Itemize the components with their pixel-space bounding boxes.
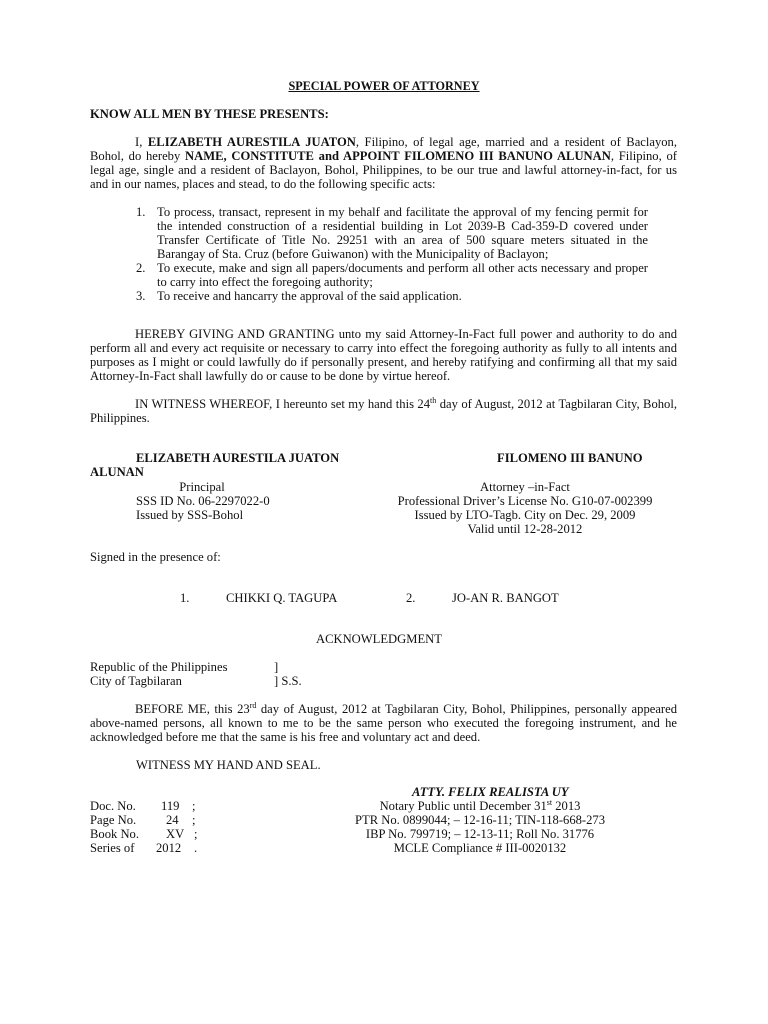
list-number: 1. — [136, 205, 146, 219]
intro-paragraph — [90, 135, 677, 191]
registry-page-value: 24 — [166, 813, 179, 827]
list-number: 3. — [136, 289, 146, 303]
attorney-name-line2: ALUNAN — [90, 465, 144, 479]
notary-mcle: MCLE Compliance # III-0020132 — [393, 841, 567, 855]
notary-until-text: Notary Public until December 31 — [379, 799, 547, 813]
witness-hand-seal: WITNESS MY HAND AND SEAL. — [136, 758, 321, 772]
registry-series-label: Series of — [90, 841, 135, 855]
registry-book-value: XV — [166, 827, 185, 841]
document-title: SPECIAL POWER OF ATTORNEY — [288, 79, 480, 93]
attorney-name-line1: FILOMENO III BANUNO — [497, 451, 643, 465]
granting-paragraph: HEREBY GIVING AND GRANTING unto my said Attorney-In-Fact full power and authority to do and perform all and every act requisite or necessary to carry into effect the foregoing authority as fully to all intents and purposes as I might or could lawfully do if personally present, and hereby ratifying and confirming all that my said Attorney-In-Fact shall lawfully do or cause to be done by virtue hereof. — [90, 327, 677, 383]
registry-page-end: ; — [192, 813, 196, 827]
registry-doc-end: ; — [192, 799, 196, 813]
registry-series-value: 2012 — [156, 841, 182, 855]
venue-line-2: City of Tagbilaran — [90, 674, 182, 688]
witness-text-2: day of August, 2012 at Tagbilaran City, Bohol, Philippines. — [90, 397, 677, 425]
acts-list — [136, 205, 648, 303]
list-text: To receive and hancarry the approval of the said application. — [157, 289, 462, 303]
before-me-paragraph — [90, 702, 677, 744]
principal-name: ELIZABETH AURESTILA JUATON — [136, 451, 340, 465]
list-item — [136, 261, 648, 289]
witness-text-1: IN WITNESS WHEREOF, I hereunto set my hand this 24 — [135, 397, 431, 411]
list-text: To execute, make and sign all papers/documents and perform all other acts necessary and proper to carry into effect the foregoing authority; — [157, 261, 648, 289]
before-me-text-1: BEFORE ME, this 23 — [135, 702, 250, 716]
registry-doc-label: Doc. No. — [90, 799, 136, 813]
attorney-role: Attorney –in-Fact — [480, 480, 570, 494]
registry-book-label: Book No. — [90, 827, 139, 841]
principal-issued: Issued by SSS-Bohol — [136, 508, 244, 522]
witness-name-1: CHIKKI Q. TAGUPA — [226, 591, 338, 605]
signed-presence: Signed in the presence of: — [90, 550, 221, 564]
registry-series-end: . — [194, 841, 198, 855]
acknowledgment-heading: ACKNOWLEDGMENT — [316, 632, 442, 646]
notary-until-year: 2013 — [552, 799, 581, 813]
notary-ibp: IBP No. 799719; – 12-13-11; Roll No. 31776 — [365, 827, 595, 841]
notary-until-sup: st — [546, 797, 553, 807]
notary-ptr: PTR No. 0899044; – 12-16-11; TIN-118-668-273 — [355, 813, 605, 827]
witness-sup: th — [430, 395, 437, 405]
witness-name-2: JO-AN R. BANGOT — [452, 591, 559, 605]
principal-id: SSS ID No. 06-2297022-0 — [136, 494, 270, 508]
list-item — [136, 289, 648, 303]
venue-bracket-2: ] S.S. — [274, 674, 302, 688]
list-number: 2. — [136, 261, 146, 275]
before-me-sup: rd — [249, 700, 257, 710]
registry-book-end: ; — [194, 827, 198, 841]
registry-doc-value: 119 — [161, 799, 180, 813]
registry-page-label: Page No. — [90, 813, 137, 827]
list-item — [136, 205, 648, 261]
intro-text-3: , Filipino, of legal age, single and a resident of Baclayon, Bohol, Philippines, to be our true and lawful attorney-in-fact, for us and in our names, places and stead, to do the following specific acts: — [90, 149, 677, 191]
notary-until — [330, 799, 630, 813]
intro-text-2: , Filipino, of legal age, married and a resident of Baclayon, Bohol, do hereby — [90, 135, 678, 163]
venue-line-1: Republic of the Philippines — [90, 660, 228, 674]
witness-number-2: 2. — [406, 591, 416, 605]
attorney-license: Professional Driver’s License No. G10-07-002399 — [397, 494, 653, 508]
principal-role: Principal — [179, 480, 225, 494]
intro-text-1: I, — [135, 135, 148, 149]
appoint-phrase: NAME, CONSTITUTE and APPOINT FILOMENO III BANUNO ALUNAN — [185, 149, 611, 163]
list-text: To process, transact, represent in my behalf and facilitate the approval of my fencing permit for the intended construction of a residential building in Lot 2039-B Cad-359-D covered under Transfer Certificate of Title No. 29251 with an area of 500 square meters situated in the Barangay of Sta. Cruz (before Guiwanon) with the Municipality of Baclayon; — [157, 205, 648, 261]
know-all-heading: KNOW ALL MEN BY THESE PRESENTS: — [90, 107, 329, 121]
venue-bracket-1: ] — [274, 660, 279, 674]
before-me-text-2: day of August, 2012 at Tagbilaran City, Bohol, Philippines, personally appeared above-named persons, all known to me to be the same person who executed the foregoing instrument, and he acknowledged before me that the same is his free and voluntary act and deed. — [90, 702, 677, 744]
principal-name-inline: ELIZABETH AURESTILA JUATON — [147, 135, 356, 149]
notary-name: ATTY. FELIX REALISTA UY — [412, 785, 569, 799]
attorney-issued: Issued by LTO-Tagb. City on Dec. 29, 2009 — [414, 508, 636, 522]
attorney-valid: Valid until 12-28-2012 — [467, 522, 583, 536]
witness-number-1: 1. — [180, 591, 190, 605]
witness-whereof-paragraph — [90, 397, 677, 425]
